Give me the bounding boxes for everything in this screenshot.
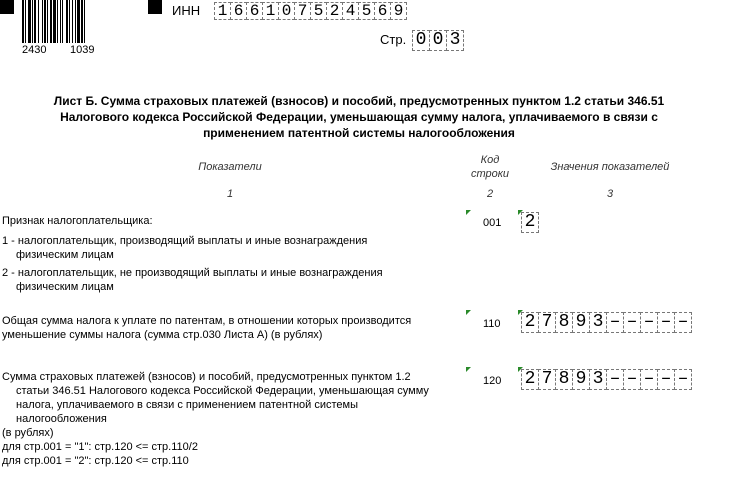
char-cell[interactable]: 3 xyxy=(446,30,464,51)
row-110-marker xyxy=(466,310,471,315)
char-cell[interactable]: 7 xyxy=(294,2,311,20)
barcode-bar xyxy=(28,0,31,43)
char-cell[interactable]: 5 xyxy=(310,2,327,20)
barcode-bar xyxy=(42,0,43,43)
inn-label: ИНН xyxy=(172,3,201,18)
char-cell[interactable]: 2 xyxy=(521,312,539,333)
registration-marker-right xyxy=(148,0,162,14)
barcode xyxy=(22,0,128,56)
registration-marker-left xyxy=(0,0,14,14)
sheet-title xyxy=(14,93,704,141)
char-cell[interactable]: – xyxy=(674,312,692,333)
char-cell[interactable]: – xyxy=(623,312,641,333)
title-line-2: Налогового кодекса Российской Федерации, уменьшающая сумму налога, уплачиваемого в связи с xyxy=(60,110,658,124)
barcode-bar xyxy=(60,0,61,43)
barcode-bar xyxy=(44,0,46,43)
inn-field[interactable] xyxy=(214,2,406,20)
barcode-bar xyxy=(75,0,76,43)
barcode-bar xyxy=(22,0,24,43)
barcode-bar xyxy=(47,0,48,43)
row-120-line-1: Сумма страховых платежей (взносов) и пособий, предусмотренных пунктом 1.2 xyxy=(2,371,411,383)
title-line-1: Лист Б. Сумма страховых платежей (взносов) и пособий, предусмотренных пунктом 1.2 статьи 346.51 xyxy=(53,94,665,108)
row-110-line-2: уменьшение суммы налога (сумма стр.030 Листа А) (в рублях) xyxy=(2,329,323,341)
char-cell[interactable]: 6 xyxy=(246,2,263,20)
barcode-bar xyxy=(57,0,58,43)
barcode-bar xyxy=(69,0,70,43)
row-001-code: 001 xyxy=(483,217,502,229)
char-cell[interactable]: 2 xyxy=(326,2,343,20)
char-cell[interactable]: 0 xyxy=(412,30,430,51)
char-cell[interactable]: 8 xyxy=(555,312,573,333)
char-cell[interactable]: – xyxy=(674,369,692,390)
row-120-value-field[interactable] xyxy=(521,369,691,390)
barcode-bar xyxy=(77,0,80,43)
row-120-code: 120 xyxy=(483,375,502,387)
char-cell[interactable]: 5 xyxy=(358,2,375,20)
row-120-line-5: (в рублях) xyxy=(2,427,54,439)
row-120-marker xyxy=(466,367,471,372)
row-110-line-1: Общая сумма налога к уплате по патентам, в отношении которых производится xyxy=(2,315,412,327)
row-120-line-6: для стр.001 = "1": стр.120 <= стр.110/2 xyxy=(2,441,198,453)
row-001-label: Признак налогоплательщика: xyxy=(2,215,153,227)
row-120-label-block xyxy=(2,370,429,468)
barcode-bar xyxy=(81,0,83,43)
column-number-3: 3 xyxy=(606,188,614,200)
barcode-bar xyxy=(34,0,36,43)
char-cell[interactable]: – xyxy=(657,312,675,333)
char-cell[interactable]: 6 xyxy=(374,2,391,20)
row-120-line-7: для стр.001 = "2": стр.120 <= стр.110 xyxy=(2,455,189,467)
barcode-bar xyxy=(25,0,26,43)
char-cell[interactable]: 2 xyxy=(521,212,539,233)
barcode-bar xyxy=(66,0,68,43)
column-header-code-line1: Код xyxy=(480,154,500,166)
row-001-label-block xyxy=(2,214,383,294)
char-cell[interactable]: 9 xyxy=(572,312,590,333)
barcode-bar xyxy=(62,0,63,43)
char-cell[interactable]: – xyxy=(623,369,641,390)
row-120-line-3: налога, уплачиваемого в связи с применением патентной системы xyxy=(16,399,358,411)
char-cell[interactable]: – xyxy=(640,369,658,390)
barcode-bar xyxy=(38,0,39,43)
page-number-field[interactable] xyxy=(412,30,463,51)
row-120-line-4: налогообложения xyxy=(16,413,107,425)
row-110-value-field[interactable] xyxy=(521,312,691,333)
column-header-indicators: Показатели xyxy=(198,161,262,173)
char-cell[interactable]: 9 xyxy=(572,369,590,390)
char-cell[interactable]: 3 xyxy=(589,312,607,333)
char-cell[interactable]: – xyxy=(606,312,624,333)
char-cell[interactable]: 8 xyxy=(555,369,573,390)
barcode-bar xyxy=(72,0,73,43)
column-header-code-line2: строки xyxy=(470,168,510,180)
char-cell[interactable]: 7 xyxy=(538,312,556,333)
char-cell[interactable]: 1 xyxy=(214,2,231,20)
row-001-option-2-line1: 2 - налогоплательщик, не производящий выплаты и иные вознаграждения xyxy=(2,267,383,279)
barcode-bar xyxy=(53,0,56,43)
row-001-value-field[interactable] xyxy=(521,212,538,233)
barcode-bar xyxy=(50,0,52,43)
char-cell[interactable]: 0 xyxy=(429,30,447,51)
barcode-left-number: 2430 xyxy=(22,44,47,56)
row-110-label-block xyxy=(2,314,411,342)
title-line-3: применением патентной системы налогообложения xyxy=(203,126,515,140)
char-cell[interactable]: 9 xyxy=(390,2,407,20)
row-001-option-1-line2: физическим лицам xyxy=(16,249,114,261)
page-label: Стр. xyxy=(380,32,407,47)
barcode-bar xyxy=(84,0,85,43)
char-cell[interactable]: – xyxy=(640,312,658,333)
column-number-1: 1 xyxy=(226,188,234,200)
char-cell[interactable]: – xyxy=(657,369,675,390)
row-001-marker xyxy=(466,210,471,215)
row-110-code: 110 xyxy=(483,318,501,330)
column-number-2: 2 xyxy=(486,188,494,200)
char-cell[interactable]: 6 xyxy=(230,2,247,20)
row-120-line-2: статьи 346.51 Налогового кодекса Российской Федерации, уменьшающая сумму xyxy=(16,385,429,397)
char-cell[interactable]: 0 xyxy=(278,2,295,20)
column-header-code xyxy=(460,153,520,181)
char-cell[interactable]: 7 xyxy=(538,369,556,390)
barcode-right-number: 1039 xyxy=(70,44,95,56)
row-001-option-2-line2: физическим лицам xyxy=(16,281,114,293)
row-001-option-1-line1: 1 - налогоплательщик, производящий выплаты и иные вознаграждения xyxy=(2,235,368,247)
char-cell[interactable]: 4 xyxy=(342,2,359,20)
char-cell[interactable]: 2 xyxy=(521,369,539,390)
char-cell[interactable]: 1 xyxy=(262,2,279,20)
barcode-bar xyxy=(32,0,33,43)
char-cell[interactable]: – xyxy=(606,369,624,390)
char-cell[interactable]: 3 xyxy=(589,369,607,390)
column-header-values: Значения показателей xyxy=(550,161,670,173)
